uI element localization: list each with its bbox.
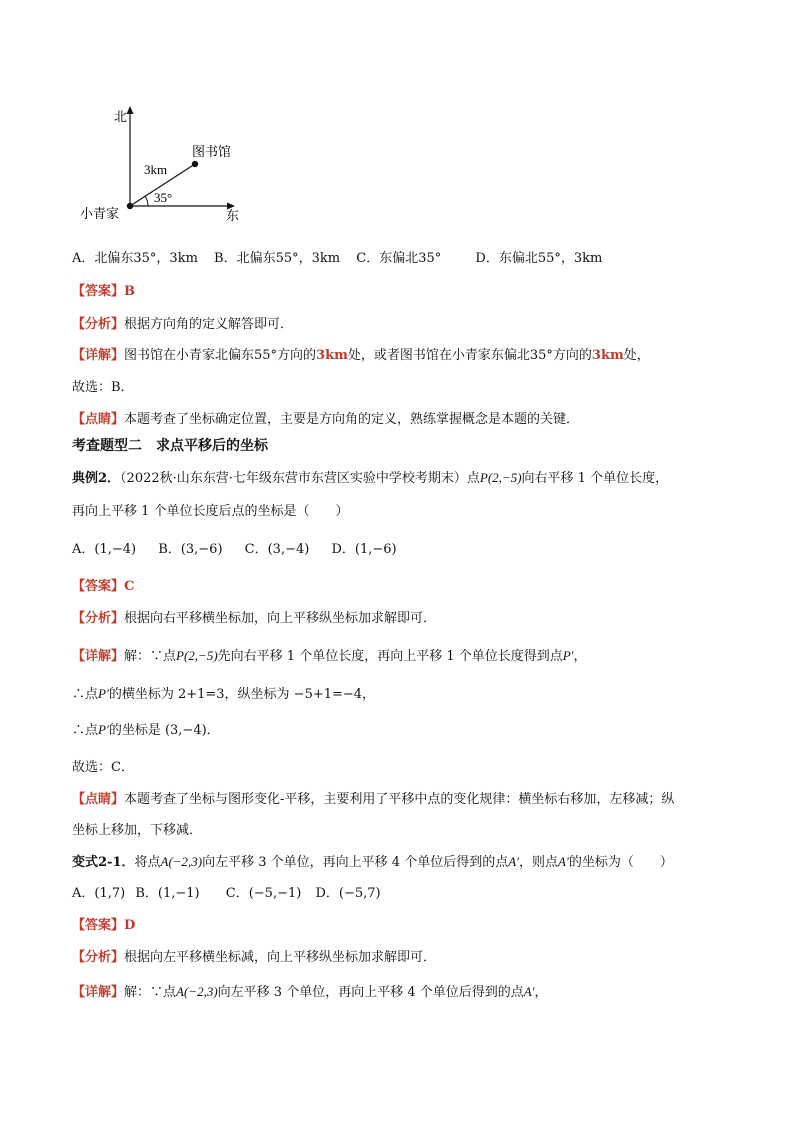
comment-tag: 【点睛】 [72, 792, 125, 807]
q2-source: （2022秋·山东东营·七年级东营市东营区实验中学校考期末）点 [120, 471, 480, 486]
q1-comment [72, 411, 579, 429]
analysis-text: 根据向左平移横坐标减，向上平移纵坐标加求解即可． [124, 950, 437, 965]
q2-stem-line1 [72, 469, 668, 488]
distance-label: 3km [144, 162, 168, 177]
direction-diagram [78, 104, 258, 228]
q1-answer [72, 283, 135, 301]
q1-option-b: B．北偏东55°，3km [214, 251, 341, 266]
detail-point: P′ [98, 722, 109, 737]
answer-tag: 【答案】 [72, 918, 125, 933]
origin-point [127, 203, 133, 209]
q3-analysis [72, 949, 436, 967]
target-label: 图书馆 [192, 144, 232, 159]
q1-option-c: C．东偏北35° [356, 251, 442, 266]
detail-tag: 【详解】 [72, 649, 125, 664]
analysis-tag: 【分析】 [72, 950, 125, 965]
detail-point: A(−2,3) [176, 984, 218, 999]
q2-option-c: C．(3,−4) [244, 542, 310, 557]
q3-stem [72, 853, 673, 872]
detail-text: ∴点 [72, 723, 99, 738]
detail-distance: 3km [316, 348, 348, 363]
q2-answer [72, 578, 134, 596]
q3-option-a: A．(1,7) [72, 886, 126, 901]
detail-distance: 3km [591, 348, 624, 363]
q2-detail-line1 [72, 647, 587, 666]
q3-point: A′ [558, 854, 569, 869]
detail-tag: 【详解】 [72, 985, 125, 1000]
answer-tag: 【答案】 [72, 284, 125, 299]
q3-point: A(−2,3) [160, 854, 203, 869]
q2-option-b: B．(3,−6) [158, 542, 223, 557]
angle-arc [145, 196, 148, 206]
q1-analysis [72, 316, 293, 334]
q3-stem-text: ，则点 [519, 855, 559, 870]
detail-text: 先向右平移 1 个单位长度，再向上平移 1 个单位长度得到点 [217, 649, 563, 664]
section-title: 考查题型二 求点平移后的坐标 [72, 438, 268, 454]
q2-detail-line3 [72, 721, 220, 740]
analysis-tag: 【分析】 [72, 611, 125, 626]
analysis-tag: 【分析】 [72, 317, 125, 332]
detail-text: 解：∵点 [124, 649, 177, 664]
q2-stem: 向右平移 1 个单位长度， [521, 471, 669, 486]
q3-option-d: D．(−5,7) [315, 886, 381, 901]
target-point [192, 161, 198, 167]
answer-value: B [124, 284, 136, 299]
comment-text: 本题考查了坐标确定位置，主要是方向角的定义，熟练掌握概念是本题的关键． [124, 412, 580, 427]
q2-comment-line2: 坐标上移加，下移减． [72, 823, 203, 838]
q3-answer [72, 917, 135, 935]
q3-options [72, 885, 381, 903]
detail-text: ， [534, 985, 548, 1000]
q2-comment-line1 [72, 791, 674, 809]
detail-tag: 【详解】 [72, 348, 125, 363]
q1-detail [72, 347, 650, 365]
detail-text: 处，或者图书馆在小青家东偏北35°方向的 [347, 348, 592, 363]
comment-tag: 【点睛】 [72, 412, 125, 427]
answer-tag: 【答案】 [72, 579, 125, 594]
q2-options [72, 541, 397, 559]
q2-option-d: D．(1,−6) [331, 542, 397, 557]
q2-stem-line2: 再向上平移 1 个单位长度后点的坐标是（ ） [72, 504, 349, 519]
detail-text: ， [573, 649, 587, 664]
detail-text: ∴点 [72, 687, 99, 702]
q2-label: 典例2． [72, 471, 121, 486]
analysis-text: 根据方向角的定义解答即可． [124, 317, 294, 332]
detail-text: 处， [623, 348, 650, 363]
q1-option-d: D．东偏北55°，3km [475, 251, 603, 266]
north-label: 北 [114, 109, 128, 124]
q2-choose: 故选：C． [72, 760, 134, 775]
q2-option-a: A．(1,−4) [72, 542, 137, 557]
q3-stem-text: 将点 [134, 855, 161, 870]
comment-text: 本题考查了坐标与图形变化-平移，主要利用了平移中点的变化规律：横坐标右移加，左移减；纵 [124, 792, 675, 807]
q1-option-a: A．北偏东35°，3km [72, 251, 198, 266]
q2-analysis [72, 610, 436, 628]
q2-point: P(2,−5) [479, 470, 522, 485]
q1-options [72, 250, 602, 268]
q1-choose: 故选：B． [72, 380, 134, 395]
detail-point: P′ [98, 686, 109, 701]
q3-option-c: C．(−5,−1) [225, 886, 302, 901]
detail-point: P′ [562, 648, 574, 663]
answer-value: D [124, 918, 136, 933]
detail-point: P(2,−5) [176, 648, 218, 663]
detail-text: 解：∵点 [124, 985, 177, 1000]
q3-option-b: B．(1,−1) [135, 886, 200, 901]
q2-detail-line2 [72, 685, 375, 704]
angle-label: 35° [154, 190, 173, 205]
detail-text: 的坐标是 (3,−4)． [108, 723, 220, 738]
q3-stem-text: 向左平移 3 个单位，再向上平移 4 个单位后得到的点 [202, 855, 509, 870]
detail-text: 的横坐标为 2+1=3，纵坐标为 −5+1=−4， [108, 687, 376, 702]
answer-value: C [124, 579, 135, 594]
detail-point: A′ [523, 984, 535, 999]
q3-label: 变式2-1． [72, 855, 135, 870]
q3-detail [72, 983, 548, 1002]
origin-label: 小青家 [80, 206, 120, 221]
north-arrow-icon [127, 106, 134, 114]
q3-stem-text: 的坐标为（ ） [568, 855, 673, 870]
east-label: 东 [226, 208, 240, 223]
analysis-text: 根据向右平移横坐标加，向上平移纵坐标加求解即可． [124, 611, 437, 626]
detail-text: 图书馆在小青家北偏东55°方向的 [124, 348, 317, 363]
q3-point: A′ [508, 854, 520, 869]
detail-text: 向左平移 3 个单位，再向上平移 4 个单位后得到的点 [217, 985, 524, 1000]
